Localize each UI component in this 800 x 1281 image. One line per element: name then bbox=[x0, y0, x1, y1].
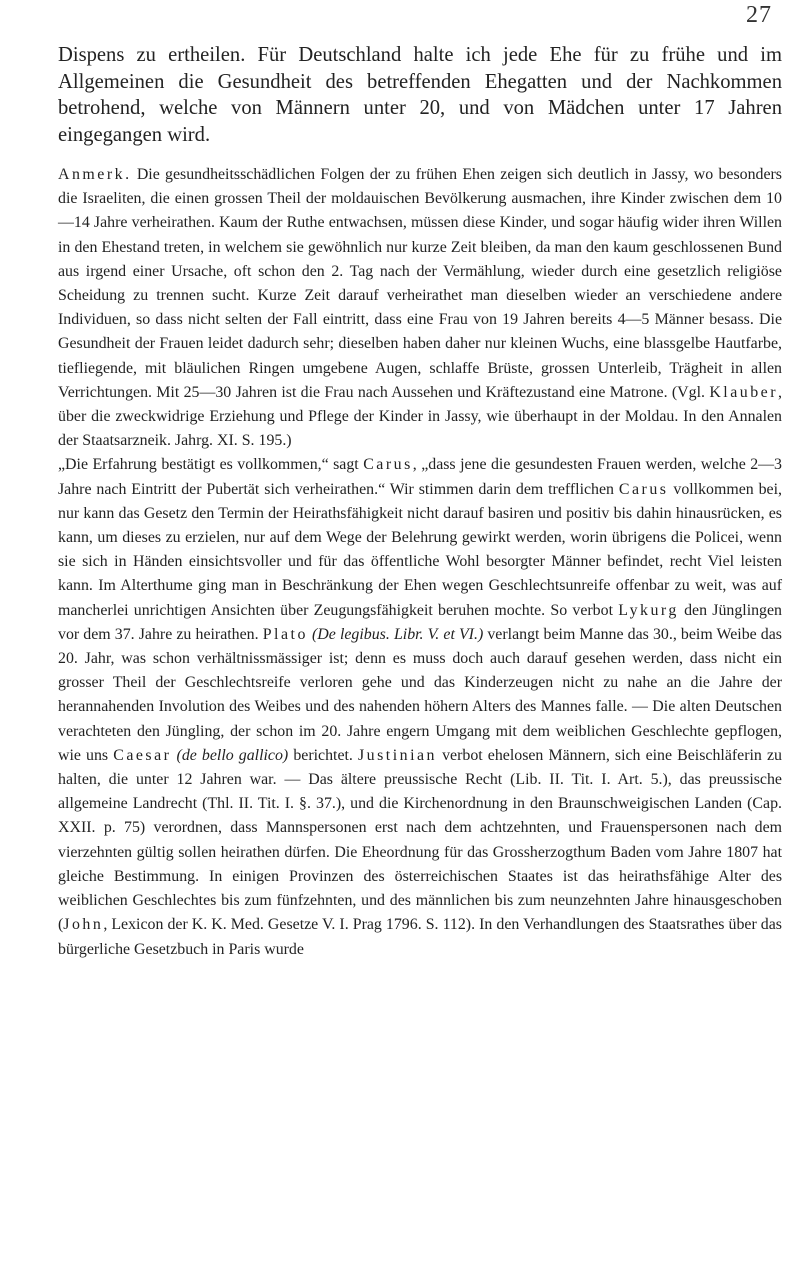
note-paragraph-1 bbox=[58, 163, 782, 453]
note-heading: Anmerk. bbox=[58, 166, 132, 183]
note-text-2-mid2: vollkommen bei, nur kann das Gesetz den Termin der Heirathsfähigkeit nicht darauf basiren und positiv bis dahin hinausrücken, es kann, um dieses zu erzielen, nur auf dem Wege der Belehrung gewirkt werden, worin übrigens die Policei, wenn sie sich in Händen einsichtsvoller und für das öffentliche Wohl besorgter Männer befindet, recht Viel leisten kann. Im Alterthume ging man in Beschränkung der Ehen wegen Geschlechtsunreife offenbar zu weit, was auf mancherlei unrichtigen Ansichten über Zeugungsfähigkeit beruhen mochte. So verbot bbox=[58, 480, 782, 619]
author-carus-2: Carus bbox=[618, 480, 669, 498]
author-plato: Plato bbox=[262, 625, 308, 643]
note-paragraph-2 bbox=[58, 453, 782, 961]
page-number: 27 bbox=[746, 2, 772, 28]
citation-de-legibus: (De legibus. Libr. V. et VI.) bbox=[312, 625, 484, 643]
note-text-2-mid5: berichtet. bbox=[293, 746, 353, 764]
note-text-2-end: , Lexicon der K. K. Med. Gesetze V. I. Prag 1796. S. 112). In den Verhandlungen des Staatsrathes über das bürgerliche Gesetzbuch in Paris wurde bbox=[58, 916, 782, 958]
note-text-2-mid3: den Jünglingen vor dem 37. Jahre zu heirathen. bbox=[58, 601, 783, 643]
author-lykurg: Lykurg bbox=[618, 601, 679, 619]
note-text-2-mid4: verlangt beim Manne das 30., beim Weibe das 20. Jahr, was schon verhältnissmässiger ist; denn es muss doch auch darauf gesehen werden, dass nicht ein grosser Theil der Geschlechtsreife verloren gehe und das Kinderzeugen nicht zu nahe an die Jahre der herannahenden Involution des Weibes und des nahenden höhern Alters des Mannes falle. — Die alten Deutschen verachteten den Jüngling, der schon im 20. Jahre engern Umgang mit dem weiblichen Geschlechte gepflogen, wie uns bbox=[58, 625, 782, 764]
citation-de-bello-gallico: (de bello gallico) bbox=[176, 746, 289, 764]
note-text-1-tail: , über die zweckwidrige Erziehung und Pflege der Kinder in Jassy, wie überhaupt in der Moldau. In den Annalen der Staatsarzneik. Jahrg. XI. S. 195.) bbox=[58, 383, 782, 450]
note-text-2-start: „Die Erfahrung bestätigt es vollkommen,“ sagt bbox=[58, 456, 359, 474]
author-carus: Carus bbox=[363, 456, 413, 474]
note-text-1: Die gesundheitsschädlichen Folgen der zu frühen Ehen zeigen sich deutlich in Jassy, wo besonders die Israeliten, die einen grossen Theil der moldauischen Bevölkerung ausmachen, ihre Kinder zwischen dem 10—14 Jahre verheirathen. Kaum der Ruthe entwachsen, müssen diese Kinder, und sogar häufig wider ihren Willen in den Ehestand treten, in welchem sie gewöhnlich nur kurze Zeit bleiben, da man den kaum geschlossenen Bund aus irgend einer Ursache, oft schon den 2. Tag nach der Vermählung, wieder durch eine gesetzlich religiöse Scheidung zu trennen sucht. Kurze Zeit darauf verheirathet man dieselben wieder an verschiedene andere Individuen, so dass nicht selten der Fall eintritt, dass eine Frau von 19 Jahren bereits 4—5 Männer besass. Die Gesundheit der Frauen leidet dadurch sehr; dieselben haben daher nur kleinen Wuchs, eine blassgelbe Hautfarbe, tiefliegende, mit bläulichen Ringen umgebene Augen, schlaffe Brüste, grossen Unterleib, Trägheit in allen Verrichtungen. Mit 25—30 Jahren ist die Frau nach Aussehen und Kräftezustand eine Matrone. (Vgl. bbox=[58, 166, 782, 401]
author-justinian: Justinian bbox=[357, 746, 437, 764]
main-paragraph: Dispens zu ertheilen. Für Deutschland halte ich jede Ehe für zu frühe und im Allgemeinen die Gesundheit des betreffenden Ehegatten und der Nachkommen betrohend, welche von Männern unter 20, und von Mädchen unter 17 Jahren eingegangen wird. bbox=[58, 44, 782, 146]
author-klauber: Klauber bbox=[709, 383, 779, 401]
author-john: John bbox=[63, 916, 104, 934]
note-text-2-mid1: , „dass jene die gesundesten Frauen werden, welche 2—3 Jahre nach Eintritt der Pubertät sich verheirathen.“ Wir stimmen darin dem trefflichen bbox=[58, 456, 782, 498]
text-column bbox=[58, 42, 782, 962]
author-caesar: Caesar bbox=[113, 746, 172, 764]
note-text-2-tail: verbot ehelosen Männern, sich eine Beischläferin zu halten, die unter 12 Jahren war. — Das ältere preussische Recht (Lib. II. Tit. I. Art. 5.), das preussische allgemeine Landrecht (Thl. II. Tit. I. §. 37.), und die Kirchenordnung in den Braunschweigischen Landen (Cap. XXII. p. 75) verordnen, dass Mannspersonen erst nach dem achtzehnten, und Frauenspersonen nach dem vierzehnten gültig sollen heirathen dürfen. Die Eheordnung für das Grossherzogthum Baden vom Jahre 1807 hat gleiche Bestimmung. In einigen Provinzen des österreichischen Staates ist das heirathsfähige Alter des weiblichen Geschlechtes bis zum fünfzehnten, und des männlichen bis zum neunzehnten Jahre hinausgeschoben ( bbox=[58, 746, 782, 934]
